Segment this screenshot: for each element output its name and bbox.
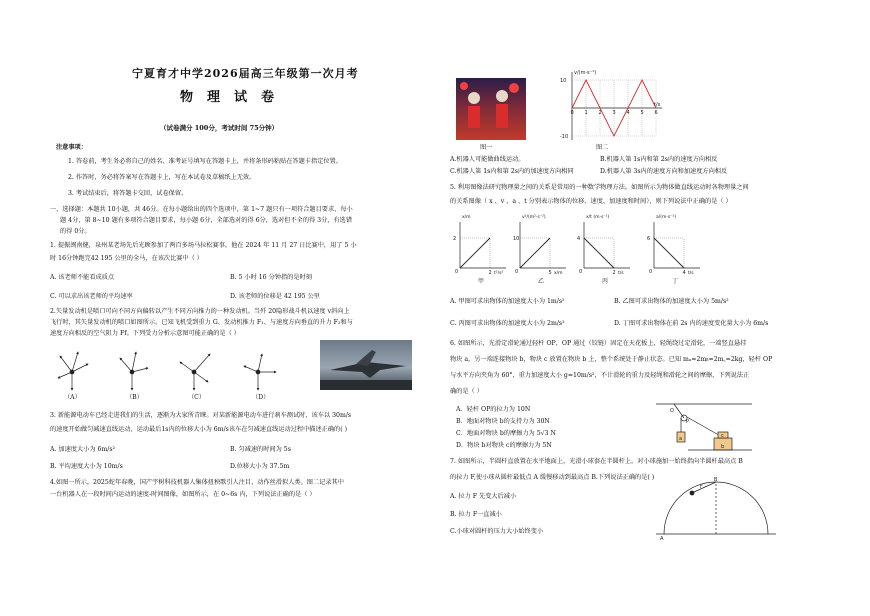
q5-option-d: D. 丁图可求出物体在前 2s 内的速度变化量大小为 6m/s [614,320,769,327]
q7-option-a: A. 拉力 F 先变大后减小 [450,493,517,500]
origin-label: 0 [579,269,583,275]
robot-dance-photo [456,78,526,140]
svg-text:A: A [660,536,664,542]
x-axis-label: t/s [618,271,624,276]
y-tick-label: 6 [647,236,651,242]
series-line [460,238,490,268]
x-tick-label: 4 [626,110,630,116]
q7-option-b: B. 拉力 F一直减小 [450,511,502,518]
q1-stem: 1. 提振闽南健，泉州某老场先后光顾参加了两百多场马拉松赛事。他在 2024 年 11 月 27 日比赛中，用了 5 小 [50,242,357,249]
q5-graph [577,214,630,285]
note-item: 2. 作答时，务必将答案写在答题卡上，写在本试卷及草稿纸上无效。 [68,174,256,181]
x-tick-label: 5 [640,110,644,116]
q5-graph [453,214,506,285]
q5-graphs [448,212,818,286]
q6-option-c: C．地面对物块 b的摩擦力为 5√3 N [456,430,556,437]
svg-text:a: a [679,436,683,442]
q2-label-c: （C） [188,394,206,401]
q5-option-c: C. 丙图可求出物体的加速度大小为 2m/s² [450,320,565,327]
svg-text:c: c [721,433,724,439]
exam-meta: （试卷满分 100分，考试时间 75分钟） [160,124,279,132]
q4-stem: 4.如图一所示，2025蛇年春晚，国产宇树科技机器人集体扭秧歌引人注目，动作丝滑拟人类。图二记录其中 [50,479,344,486]
q6-stem: 确的是（ ） [450,388,483,395]
x-tick-label: 0 [570,110,574,116]
svg-text:F: F [700,484,703,490]
x-tick-label: 2 [612,270,616,276]
x-axis-label: t/s [688,271,694,276]
q1-option-a: A. 该老师不能看成质点 [50,274,115,281]
svg-text:b: b [721,444,725,450]
q2-diagram-b [120,352,148,390]
y-tick-label: 2 [453,236,457,242]
q4-option-d: D.机器人第 3s内的速度方向和加速度方向相反 [600,168,728,175]
q3-option-b: B. 匀减速的时间为 5s [230,446,291,453]
q5-graph-label: 甲 [478,278,485,285]
subject-title: 物理试卷 [180,90,289,105]
q5-option-b: B. 乙图可求出物体的加速度大小为 5m/s² [614,298,729,305]
q2-stem: 飞行时，其矢量发动机的喷口如图所示。已知飞机受到重力 G、发动机推力 F₁、与速度方向垂直的升力 F₂和与 [50,319,353,326]
note-item: 3. 考试结束后，将答题卡交回，试卷保留。 [68,190,188,197]
section-intro: 题 4分，第 8~10 题有多项符合题目要求，每小题 6分，全部选对的得 6分，选对但不全的得 3分，有选错 [60,217,353,224]
q1-option-c: C. 可以求出该老师的平均速率 [50,293,133,300]
svg-text:B: B [714,477,718,483]
q5-graph [513,214,566,285]
x-axis-label: x/m [554,271,563,276]
series-line [584,238,614,268]
q3-option-c: B. 平均速度大小为 10m/s [50,463,123,470]
q2-diagram-d [244,354,276,390]
y-tick-label: 4 [577,236,581,242]
q7-stem: 7. 如图所示，半圆杆直放置在水平地面上，光滑小球套在半圆杆上。对小球施加一始终指向半圆杆最高点 B [450,458,743,465]
q2-stem: 2.矢量发动机是喷口可向不同方向偏转以产生不同方向推力的一种发动机。当歼 20隐形战斗机以速度 v斜向上 [50,308,350,315]
q2-label-b: （B） [126,394,143,401]
school-title: 宁夏育才中学2026届高三年级第一次月考 [132,67,359,80]
y-tick-label: 10 [560,78,567,84]
x-tick-label: 1 [584,110,588,116]
q5-stem: 5. 利用图像法研究物理量之间的关系是常用的一种数学物理方法。如图所示为物体做直线运动时各物理量之间 [450,184,749,191]
origin-label: 0 [649,269,653,275]
q5-graph-label: 乙 [538,278,545,285]
q5-option-a: A. 甲图可求出物体的加速度大小为 1m/s² [450,298,565,305]
x-tick-label: 6 [654,110,658,116]
q6-stem: 物块 a，另一端连接物块 b，物块 c 放置在物块 b 上，整个系统处于静止状态。已知 mₐ=2mᵦ=2m꜀=2kg，轻杆 OP [450,356,773,363]
y-axis-label: a/(m·s⁻²) [656,215,677,220]
x-tick-label: 2 [488,270,492,276]
q3-stem: 3. 新能源电动车已经走进我们的生活，逐渐为大家所青睐。对某新能源电动车进行刹车测试时，该车以 30m/s [50,412,352,419]
fighter-jet-photo [320,340,412,390]
q4-vt-chart [558,68,668,146]
y-axis-label: x/t (m·s⁻¹) [586,215,610,220]
series-line [654,238,684,268]
y-tick-label: 10 [513,236,520,242]
q4-fig2-caption: 图二 [596,144,609,151]
origin-label: 0 [515,269,519,275]
x-tick-label: 4 [682,270,686,276]
q4-fig1-caption: 图一 [480,144,493,151]
q1-option-b: B. 5 小时 16 分钟指的是时刻 [230,274,312,281]
x-tick-label: 5 [548,270,552,276]
q1-stem: 时 16分钟跑完42 195 公里的全马，在该次比赛中（ ） [50,255,203,262]
y-tick-label: -10 [560,134,569,140]
x-axis-label: t/s [654,102,661,108]
q6-option-a: A．轻杆 OP的拉力为 10N [456,406,531,413]
q3-option-d: D.位移大小为 37.5m [230,463,290,470]
note-item: 1. 答卷前，考生务必将自己的姓名、准考证号填写在答题卡上，并将条形码粘贴在答题卡指定位置。 [68,158,342,165]
x-tick-label: 2 [598,110,602,116]
q5-stem: 的关系图像（ x 、v 、a 、t 分别表示物体的位移、速度、加速度和时间），则下列说法中正确的是（ ） [450,198,732,205]
q4-option-b: B.机器人第 1s内和第 2s内的速度方向相反 [600,156,718,163]
q3-stem: 的速度开始做匀减速直线运动，运动最后1s内的位移大小为 6m/s该车在匀减速直线运动过程中描述正确的( ) [50,426,347,433]
svg-text:P: P [686,419,690,425]
q5-graph-label: 丙 [602,278,609,285]
q4-option-c: C.机器人第 1s内和第 2s内的加速度方向相同 [450,168,574,175]
y-axis-label: x/m [462,215,471,220]
q6-stem: 与水平方向夹角为 60°，重力加速度大小 g=10m/s²，不计滑轮的重力及轻绳和滑轮之间的摩擦，下列说法正 [450,372,750,379]
q4-option-a: A.机器人可能做曲线运动。 [450,156,525,163]
q2-stem: 速度方向相反的空气阻力 Ff。下列受力分析示意图可能正确的是（ ） [50,330,240,337]
y-axis-label: v²/(m²·s⁻²) [522,215,546,220]
q2-force-diagrams [50,342,310,404]
q5-graph [647,214,700,285]
q5-graph-label: 丁 [672,278,679,285]
origin-label: 0 [455,269,459,275]
q2-label-a: （A） [64,394,81,401]
q7-stem: 的拉力 F,使小球从圆杆最低点 A 缓慢移动到最高点 B.下列说法正确的是( ) [450,474,655,481]
q4-stem: 一台机器人在一段时间内运动的速度-时间图像，如图所示，在 0~6s 内，下列说法正确的是（ ） [50,491,316,498]
q7-option-c: C.小球对圆杆的压力大小始终变小 [450,528,544,535]
q1-option-d: D. 该老师的位移是 42 195 公里 [230,293,320,300]
q2-diagram-a [58,352,88,390]
q2-diagram-c [180,354,210,390]
y-axis-label: v/(m·s⁻¹) [574,70,597,76]
q2-label-d: （D） [252,394,270,401]
notes-heading: 注意事项： [56,144,87,151]
x-tick-label: 3 [612,110,616,116]
q6-option-b: B．地面对物块 b的支持力为 30N [456,418,550,425]
q3-option-a: A. 加速度大小为 6m/s² [50,446,116,453]
series-line [520,238,550,268]
q6-stem: 6. 如图所示，光滑定滑轮通过轻杆 OP，OP 通过（铰链）固定在天花板上，轻绳绕过定滑轮，一端竖直悬挂 [450,340,747,347]
q7-semicircle-diagram [654,476,778,542]
section-intro: 的得 0分。 [60,228,91,235]
q6-option-d: D．物块 b对物块 c的摩擦力为 5N [456,442,552,449]
x-axis-label: t²/s² [494,271,504,276]
q6-pulley-diagram [648,398,760,454]
svg-text:O: O [670,408,674,414]
section-intro: 一、选择题：本题共 10小题，共 46分。在每小题给出的四个选项中，第 1~7 题只有一项符合题目要求，每小 [50,206,353,213]
